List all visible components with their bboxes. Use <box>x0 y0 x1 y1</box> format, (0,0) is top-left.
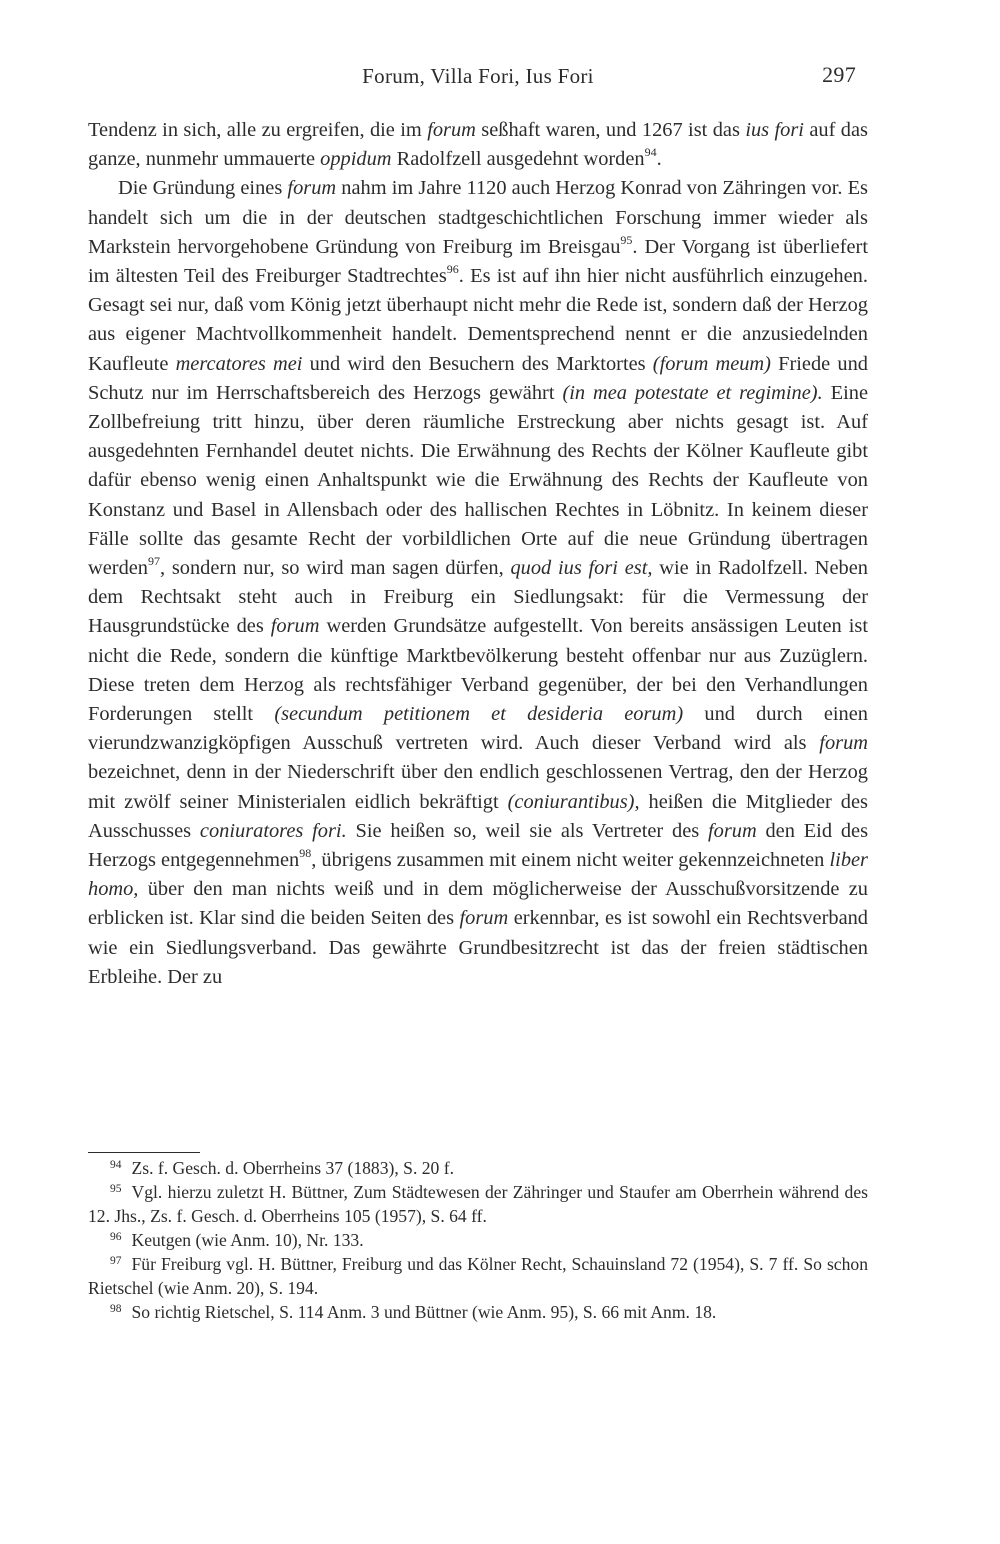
footnote-divider <box>88 1152 200 1153</box>
footnote-text: Zs. f. Gesch. d. Oberrheins 37 (1883), S. 20 f. <box>131 1158 454 1178</box>
text-run: und durch einen vierundzwanzigköpfigen Ausschuß vertreten wird. Auch dieser Verband wird als <box>88 703 868 755</box>
text-run: wie in Radolfzell. Neben dem Rechtsakt steht auch in Freiburg ein Siedlungsakt: für die Vermessung der Hausgrundstücke des <box>88 557 868 638</box>
footnote-text: Vgl. hierzu zuletzt H. Büttner, Zum Städtewesen der Zähringer und Staufer am Oberrhein während des 12. Jhs., Zs. f. Gesch. d. Oberrheins 105 (1957), S. 64 ff. <box>88 1182 868 1226</box>
latin-term: quod ius fori est, <box>510 557 653 580</box>
text-run: über den man nichts weiß und in dem möglicherweise der Ausschußvorsitzende zu erblicken ist. Klar sind die beiden Seiten des <box>88 878 868 930</box>
text-run: Sie heißen so, weil sie als Vertreter des <box>346 819 708 842</box>
text-run: Friede und Schutz nur im Herrschaftsbereich des Herzogs gewährt <box>88 352 868 404</box>
text-run: Tendenz in sich, alle zu ergreifen, die im <box>88 119 428 141</box>
latin-term: forum <box>427 119 476 141</box>
text-run: den Eid des Herzogs entgegennehmen <box>88 819 869 872</box>
footnote-ref-95[interactable]: 95 <box>620 232 633 247</box>
latin-term: forum <box>707 819 757 842</box>
latin-term: liber homo, <box>88 849 868 901</box>
footnote-94 <box>88 1156 868 1180</box>
text-run: , übrigens zusammen mit einem nicht weiter gekennzeichneten <box>311 849 830 872</box>
main-text <box>88 116 868 992</box>
footnote-number: 97 <box>110 1255 122 1267</box>
footnote-96 <box>88 1228 868 1252</box>
latin-term: (coniurantibus), <box>507 790 640 813</box>
footnote-number: 95 <box>110 1183 122 1195</box>
footnote-ref-96[interactable]: 96 <box>446 262 459 277</box>
text-run: und wird den Besuchern des Marktortes <box>302 352 653 375</box>
text-run: bezeichnet, denn in der Niederschrift über den endlich geschlossenen Vertrag, den der Herzog mit zwölf seiner Ministerialen eidlich bekräftigt <box>88 761 868 813</box>
footnote-98 <box>88 1300 868 1324</box>
text-run: . Der Vorgang ist überliefert im ältesten Teil des Freiburger Stadtrechtes <box>88 235 868 288</box>
text-run: Eine Zollbefreiung tritt hinzu, über deren räumliche Erstreckung aber nichts gesagt ist. Auf ausgedehnten Fernhandel deutet nichts. Die Erwähnung des Rechts der Kölner Kaufleute gibt dafür ebenso wenig einen Anhaltspunkt wie die Erwähnung des Rechts der Kaufleute von Konstanz und Basel in Allensbach oder des hallischen Rechtes in Löbnitz. In keinem dieser Fälle sollte das gesamte Recht der vorbildlichen Orte auf die neue Gründung übertragen werden <box>88 381 868 580</box>
text-run: auf das ganze, nunmehr ummauerte <box>88 119 868 171</box>
text-run: nahm im Jahre 1120 auch Herzog Konrad von Zähringen vor. Es handelt sich um die in der deutschen stadtgeschichtlichen Forschung immer wieder als Markstein hervorgehobene Gründung von Freiburg im Breisgau <box>88 177 868 258</box>
latin-term: forum <box>270 615 320 638</box>
latin-term: forum <box>287 177 337 200</box>
text-run: Radolfzell ausgedehnt worden <box>391 148 645 171</box>
paragraph-2 <box>88 174 868 992</box>
text-run: werden Grundsätze aufgestellt. Von bereits ansässigen Leuten ist nicht die Rede, sondern die künftige Marktbevölkerung besteht offenbar nur aus Zuzüglern. Diese treten dem Herzog als rechtsfähiger Verband gegenüber, der bei den Verhandlungen Forderungen stellt <box>88 615 868 726</box>
latin-term: mercatores mei <box>175 352 303 375</box>
latin-term: (secundum petitionem et desideria eorum) <box>274 703 684 726</box>
text-run: . Es ist auf ihn hier nicht ausführlich einzugehen. Gesagt sei nur, daß vom König jetzt überhaupt nicht mehr die Rede ist, sondern daß der Herzog aus eigener Machtvollkommenheit handelt. Dementsprechend nennt er die anzusiedelnden Kaufleute <box>88 265 868 375</box>
footnote-ref-97[interactable]: 97 <box>148 554 161 569</box>
footnote-ref-94[interactable]: 94 <box>644 145 657 160</box>
footnote-text: Keutgen (wie Anm. 10), Nr. 133. <box>131 1230 364 1250</box>
latin-term: coniuratores fori. <box>199 819 347 842</box>
footnote-text: So richtig Rietschel, S. 114 Anm. 3 und Büttner (wie Anm. 95), S. 66 mit Anm. 18. <box>131 1302 717 1322</box>
latin-term: forum <box>819 732 868 755</box>
footnote-number: 94 <box>110 1159 122 1171</box>
text-run: , sondern nur, so wird man sagen dürfen, <box>160 557 511 580</box>
footnote-97 <box>88 1252 868 1300</box>
footnote-text: Für Freiburg vgl. H. Büttner, Freiburg und das Kölner Recht, Schauinsland 72 (1954), S. 7 ff. So schon Rietschel (wie Anm. 20), S. 194. <box>88 1254 868 1298</box>
text-run: erkennbar, es ist sowohl ein Rechtsverband wie ein Siedlungsverband. Das gewährte Grundbesitzrecht ist das der freien städtischen Erbleihe. Der zu <box>88 907 869 988</box>
footnote-95 <box>88 1180 868 1228</box>
text-run: heißen die Mitglieder des Ausschusses <box>88 790 868 842</box>
latin-term: (forum meum) <box>652 352 771 375</box>
running-head <box>88 64 868 94</box>
latin-term: forum <box>459 907 509 930</box>
paragraph-1 <box>88 116 868 174</box>
footnote-ref-98[interactable]: 98 <box>299 846 312 861</box>
text-run: . <box>656 148 662 171</box>
footnotes <box>88 1156 868 1324</box>
running-title: Forum, Villa Fori, Ius Fori <box>362 64 594 88</box>
footnote-number: 96 <box>110 1231 122 1243</box>
latin-term: oppidum <box>320 148 392 171</box>
text-run: Die Gründung eines <box>118 177 288 200</box>
footnote-number: 98 <box>110 1303 122 1315</box>
page-number: 297 <box>822 62 856 87</box>
text-run: seßhaft waren, und 1267 ist das <box>475 119 746 141</box>
latin-term: (in mea potestate et regimine). <box>562 381 823 404</box>
latin-term: ius fori <box>745 119 804 141</box>
